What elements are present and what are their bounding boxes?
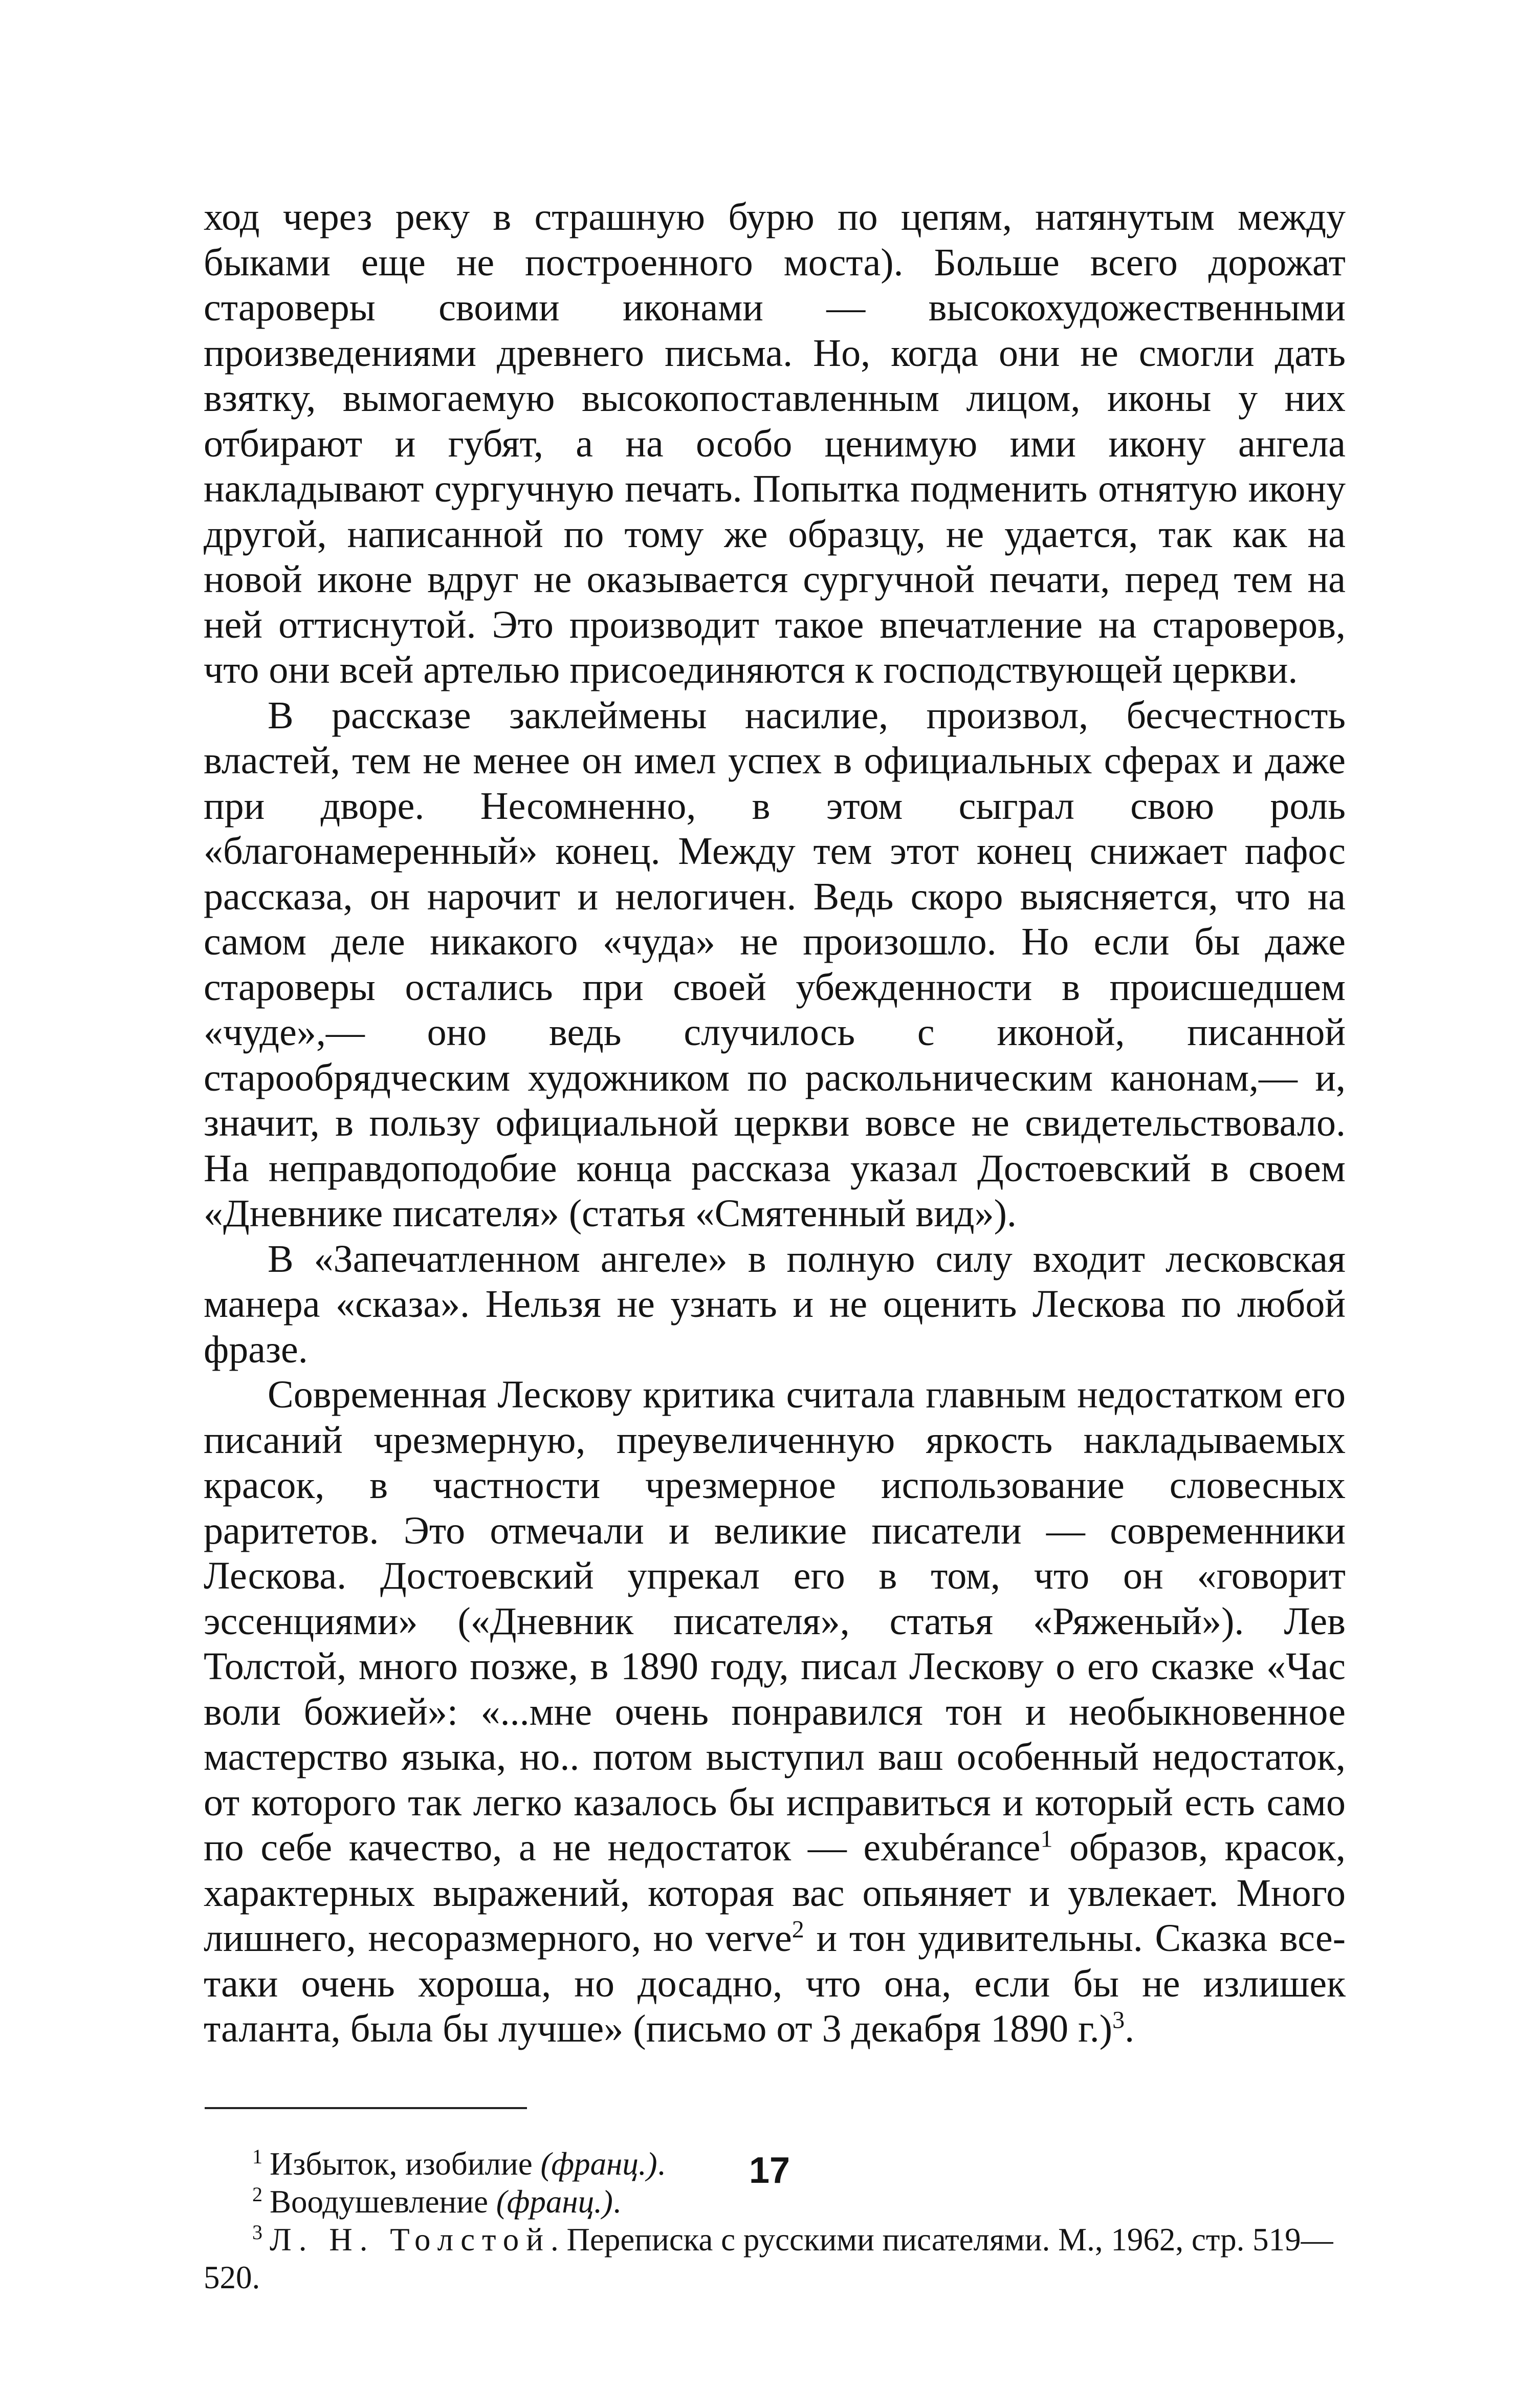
footnote-number: 1 — [252, 2144, 262, 2168]
paragraph-text: образов, красок, характерных выражений, которая вас опьяняет и увлекает. Много лишнего, несоразмерного, но verve — [204, 1826, 1346, 1960]
book-page — [204, 194, 1346, 2296]
footnote-ref-2: 2 — [792, 1916, 804, 1943]
paragraph: В рассказе заклеймены насилие, произвол, бесчестность властей, тем не менее он имел успех в официальных сферах и даже при дворе. Несомненно, в этом сыграл свою роль «благонамеренный» конец. Между тем этот конец снижает пафос рассказа, он нарочит и нелогичен. Ведь скоро выясняется, что на самом деле никакого «чуда» не произошло. Но если бы даже староверы остались при своей убежденности в происшедшем «чуде»,— оно ведь случилось с иконой, писанной старообрядческим художником по раскольническим канонам,— и, значит, в пользу официальной церкви вовсе не свидетельствовало. На неправдоподобие конца рассказа указал Достоевский в своем «Дневнике писателя» (статья «Смятенный вид»). — [204, 693, 1346, 1235]
footnote-language-note: (франц.) — [496, 2183, 613, 2220]
footnote-3 — [204, 2221, 1346, 2296]
footnote-punctuation: . — [612, 2183, 621, 2220]
footnote-number: 3 — [252, 2220, 262, 2244]
footnote-divider — [205, 2107, 527, 2109]
footnote-text: Воодушевление — [270, 2183, 488, 2220]
footnote-ref-3: 3 — [1112, 2006, 1125, 2034]
footnote-number: 2 — [252, 2182, 262, 2206]
main-text — [204, 194, 1346, 2052]
paragraph-text: . — [1125, 2007, 1135, 2050]
page-number: 17 — [749, 2150, 790, 2191]
paragraph: В «Запечатленном ангеле» в полную силу входит лесковская манера «сказа». Нельзя не узнать и не оценить Лескова по любой фразе. — [204, 1237, 1346, 1371]
footnote-language-note: (франц.) — [540, 2145, 657, 2182]
footnote-text: Избыток, изобилие — [270, 2145, 533, 2182]
paragraph-text: Современная Лескову критика считала главным недостатком его писаний чрезмерную, преувеличенную яркость накладываемых красок, в частности чрезмерное использование словесных раритетов. Это отмечали и великие писатели — современники Лескова. Достоевский упрекал его в том, что он «говорит эссенциями» («Дневник писателя», статья «Ряженый»). Лев Толстой, много позже, в 1890 году, писал Лескову о его сказке «Час воли божией»: «...мне очень понравился тон и необыкновенное мастерство языка, но.. потом выступил ваш особенный недостаток, от которого так легко казалось бы исправиться и который есть само по себе качество, а не недостаток — exubérance — [204, 1373, 1346, 1869]
footnote-ref-1: 1 — [1040, 1825, 1053, 1853]
paragraph-continuation: ход через реку в страшную бурю по цепям, натянутым между быками еще не построенного моста). Больше всего дорожат староверы своими иконами — высокохудожественными произведениями древнего письма. Но, когда они не смогли дать взятку, вымогаемую высокопоставленным лицом, иконы у них отбирают и губят, а на особо ценимую ими икону ангела накладывают сургучную печать. Попытка подменить отнятую икону другой, написанной по тому же образцу, не удается, так как на новой иконе вдруг не оказывается сургучной печати, перед тем на ней оттиснутой. Это производит такое впечатление на староверов, что они всей артелью присоединяются к господствующей церкви. — [204, 196, 1346, 691]
footnote-author: Л. Н. Толстой — [270, 2221, 551, 2258]
footnote-punctuation: . — [657, 2145, 666, 2182]
paragraph-with-footnotes — [204, 1372, 1346, 2052]
paragraph-text: и тон удивительны. Сказка все-таки очень хороша, но досадно, что она, если бы не излишек таланта, была бы лучше» (письмо от 3 декабря 1890 г.) — [204, 1917, 1346, 2050]
footnote-text: . Переписка с русскими писателями. М., 1962, стр. 519—520. — [204, 2221, 1333, 2295]
